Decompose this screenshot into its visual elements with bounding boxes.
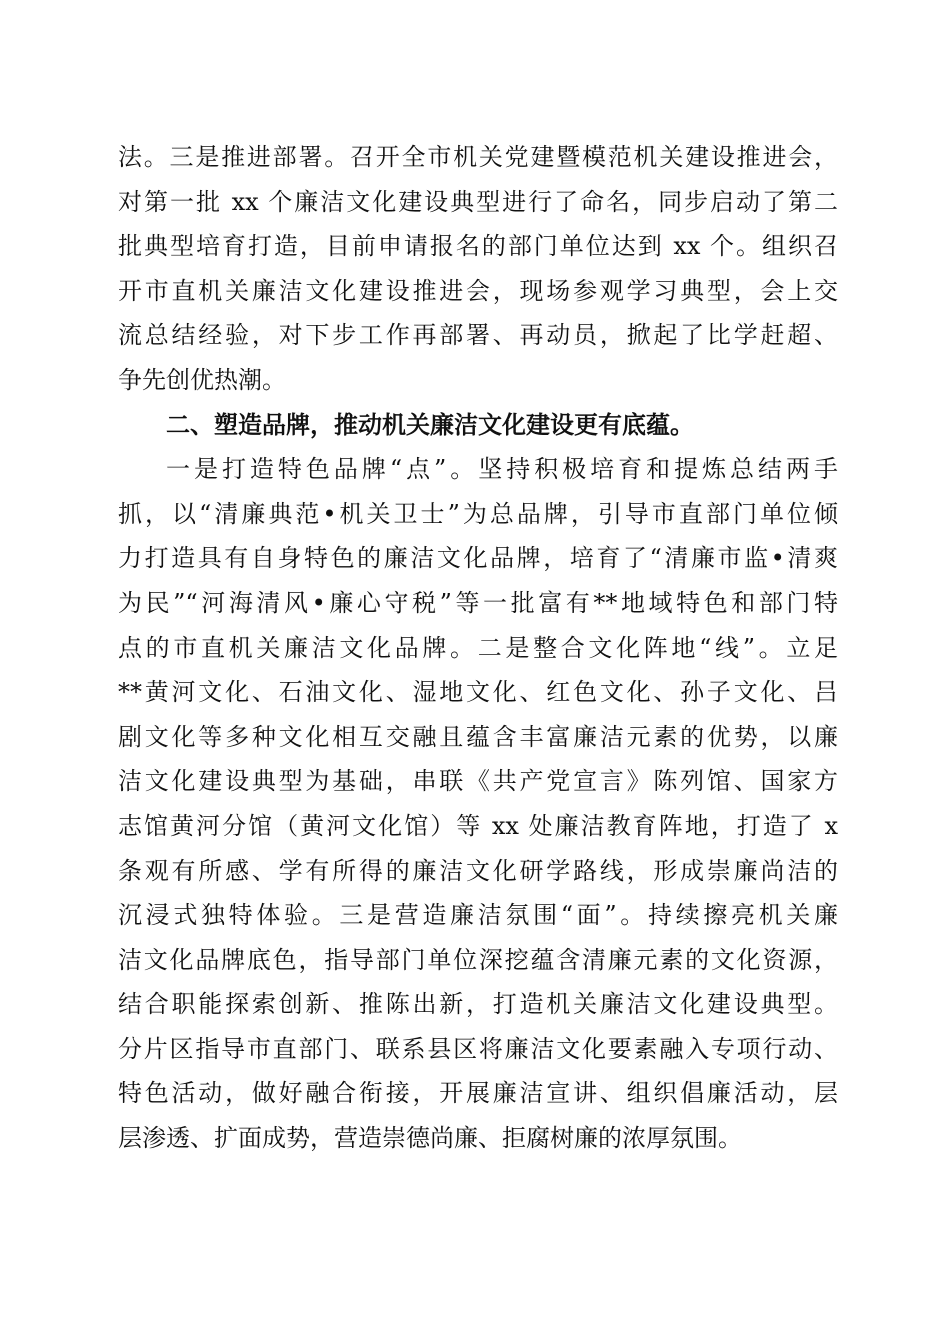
paragraph-line: 开市直机关廉洁文化建设推进会，现场参观学习典型，会上交 — [118, 276, 838, 305]
paragraph-line: 层渗透、扩面成势，营造崇德尚廉、拒腐树廉的浓厚氛围。 — [118, 1124, 742, 1153]
paragraph-line: 力打造具有自身特色的廉洁文化品牌，培育了“清廉市监•清爽 — [118, 544, 838, 573]
paragraph-line: 志馆黄河分馆（黄河文化馆）等 xx 处廉洁教育阵地，打造了 x — [118, 811, 838, 840]
paragraph-line: 为民”“河海清风•廉心守税”等一批富有**地域特色和部门特 — [118, 588, 838, 617]
paragraph-line: 争先创优热潮。 — [118, 365, 286, 394]
paragraph-line: 剧文化等多种文化相互交融且蕴含丰富廉洁元素的优势，以廉 — [118, 722, 838, 751]
paragraph-line: 结合职能探索创新、推陈出新，打造机关廉洁文化建设典型。 — [118, 990, 838, 1019]
paragraph-line: 洁文化品牌底色，指导部门单位深挖蕴含清廉元素的文化资源， — [118, 945, 838, 974]
paragraph-line: 抓，以“清廉典范•机关卫士”为总品牌，引导市直部门单位倾 — [118, 499, 838, 528]
paragraph-line: 条观有所感、学有所得的廉洁文化研学路线，形成崇廉尚洁的 — [118, 856, 838, 885]
paragraph-line: 洁文化建设典型为基础，串联《共产党宣言》陈列馆、国家方 — [118, 767, 838, 796]
paragraph-deployment — [118, 135, 838, 403]
section-heading: 二、塑造品牌，推动机关廉洁文化建设更有底蕴。 — [166, 409, 694, 439]
paragraph-line: 流总结经验，对下步工作再部署、再动员，掀起了比学赶超、 — [118, 321, 838, 350]
paragraph-line: 特色活动，做好融合衔接，开展廉洁宣讲、组织倡廉活动，层 — [118, 1079, 838, 1108]
section-heading-wrapper — [118, 403, 838, 448]
paragraph-line: 对第一批 xx 个廉洁文化建设典型进行了命名，同步启动了第二 — [118, 187, 838, 216]
paragraph-brand-building — [118, 447, 838, 1161]
paragraph-line: 分片区指导市直部门、联系县区将廉洁文化要素融入专项行动、 — [118, 1034, 838, 1063]
paragraph-line: 点的市直机关廉洁文化品牌。二是整合文化阵地“线”。立足 — [118, 633, 838, 662]
paragraph-line: **黄河文化、石油文化、湿地文化、红色文化、孙子文化、吕 — [118, 678, 838, 707]
paragraph-line: 沉浸式独特体验。三是营造廉洁氛围“面”。持续擦亮机关廉 — [118, 901, 838, 930]
paragraph-line: 批典型培育打造，目前申请报名的部门单位达到 xx 个。组织召 — [118, 232, 838, 261]
paragraph-line: 法。三是推进部署。召开全市机关党建暨模范机关建设推进会， — [118, 143, 838, 171]
paragraph-line: 一是打造特色品牌“点”。坚持积极培育和提炼总结两手 — [166, 455, 838, 484]
document-body — [118, 135, 838, 1161]
